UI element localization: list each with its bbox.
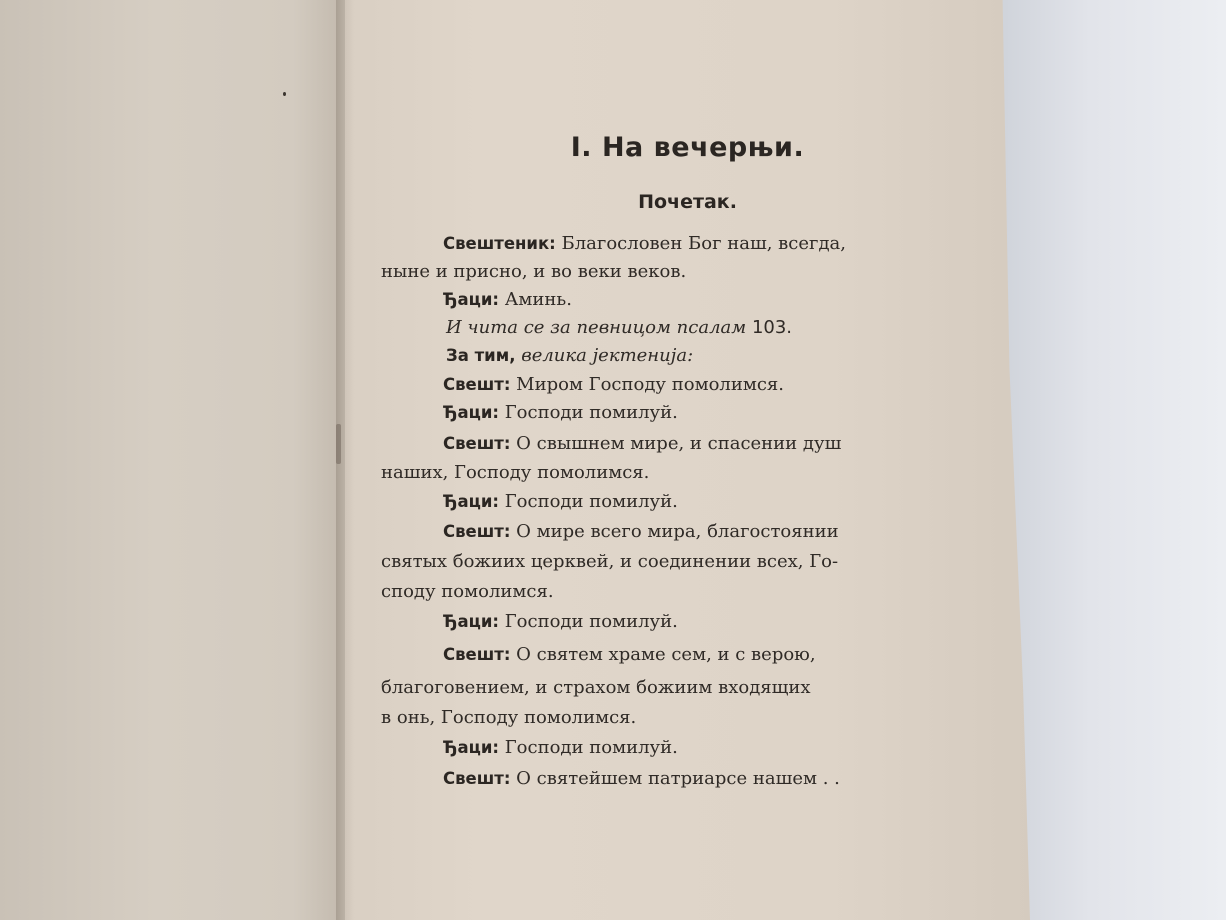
text-line: [381, 260, 686, 284]
text-line: [443, 520, 839, 544]
section-subtitle: Почетак.: [638, 191, 737, 213]
speaker-label: Ђаци:: [443, 403, 500, 422]
text-line: [443, 373, 784, 397]
background-surface: [1000, 0, 1226, 920]
line-text: святых божиих церквей, и соединении всех, Го-: [381, 551, 839, 572]
text-line: [443, 610, 678, 634]
speaker-label: Ђаци:: [443, 738, 500, 757]
speaker-label: Свешт:: [443, 522, 511, 541]
speaker-label: Свешт:: [443, 769, 511, 788]
page-title: I. На вечерњи.: [570, 132, 805, 163]
line-text: Господи помилуй.: [504, 491, 678, 512]
text-line: [446, 316, 792, 340]
line-text: наших, Господу помолимся.: [381, 462, 650, 483]
speaker-label: Ђаци:: [443, 612, 500, 631]
text-line: [446, 344, 693, 368]
left-page: [0, 0, 345, 920]
line-text: О свышнем мире, и спасении душ: [516, 433, 842, 454]
line-text: Благословен Бог наш, всегда,: [561, 233, 846, 254]
text-line: [443, 432, 841, 456]
speaker-label: Ђаци:: [443, 492, 500, 511]
text-line: [443, 643, 816, 667]
line-text: Господи помилуй.: [504, 737, 678, 758]
speaker-label: Свешт:: [443, 434, 511, 453]
line-text: И чита се за певницом псалам: [446, 317, 747, 338]
speaker-label: Свешт:: [443, 645, 511, 664]
line-text: Миром Господу помолимся.: [516, 374, 785, 395]
text-line: [443, 401, 678, 425]
line-text: Господи помилуй.: [504, 611, 678, 632]
line-text: велика јектенија:: [521, 345, 694, 366]
line-text: О мире всего мира, благостоянии: [516, 521, 839, 542]
ink-speck: [283, 92, 286, 96]
line-text: благоговением, и страхом божиим входящих: [381, 677, 811, 698]
text-line: [381, 461, 649, 485]
text-line: [443, 736, 678, 760]
line-text: споду помолимся.: [381, 581, 554, 602]
binding-thread: [336, 424, 341, 464]
text-line: [443, 490, 678, 514]
text-line: [381, 580, 554, 604]
text-line: [443, 232, 846, 256]
text-line: [381, 706, 636, 730]
line-text: Аминь.: [504, 289, 572, 310]
text-line: [443, 288, 572, 312]
speaker-label: Ђаци:: [443, 290, 500, 309]
text-line: [381, 676, 811, 700]
text-line: [443, 767, 840, 791]
speaker-label: Свешт:: [443, 375, 511, 394]
line-text: Господи помилуй.: [504, 402, 678, 423]
line-text: ныне и присно, и во веки веков.: [381, 261, 687, 282]
line-text: О святейшем патриарсе нашем . .: [516, 768, 840, 789]
speaker-label: За тим,: [446, 346, 516, 365]
line-text: О святем храме сем, и с верою,: [516, 644, 816, 665]
line-text: в онь, Господу помолимся.: [381, 707, 637, 728]
text-line: [381, 550, 838, 574]
speaker-label: Свештеник:: [443, 234, 556, 253]
psalm-number: 103.: [751, 317, 793, 338]
